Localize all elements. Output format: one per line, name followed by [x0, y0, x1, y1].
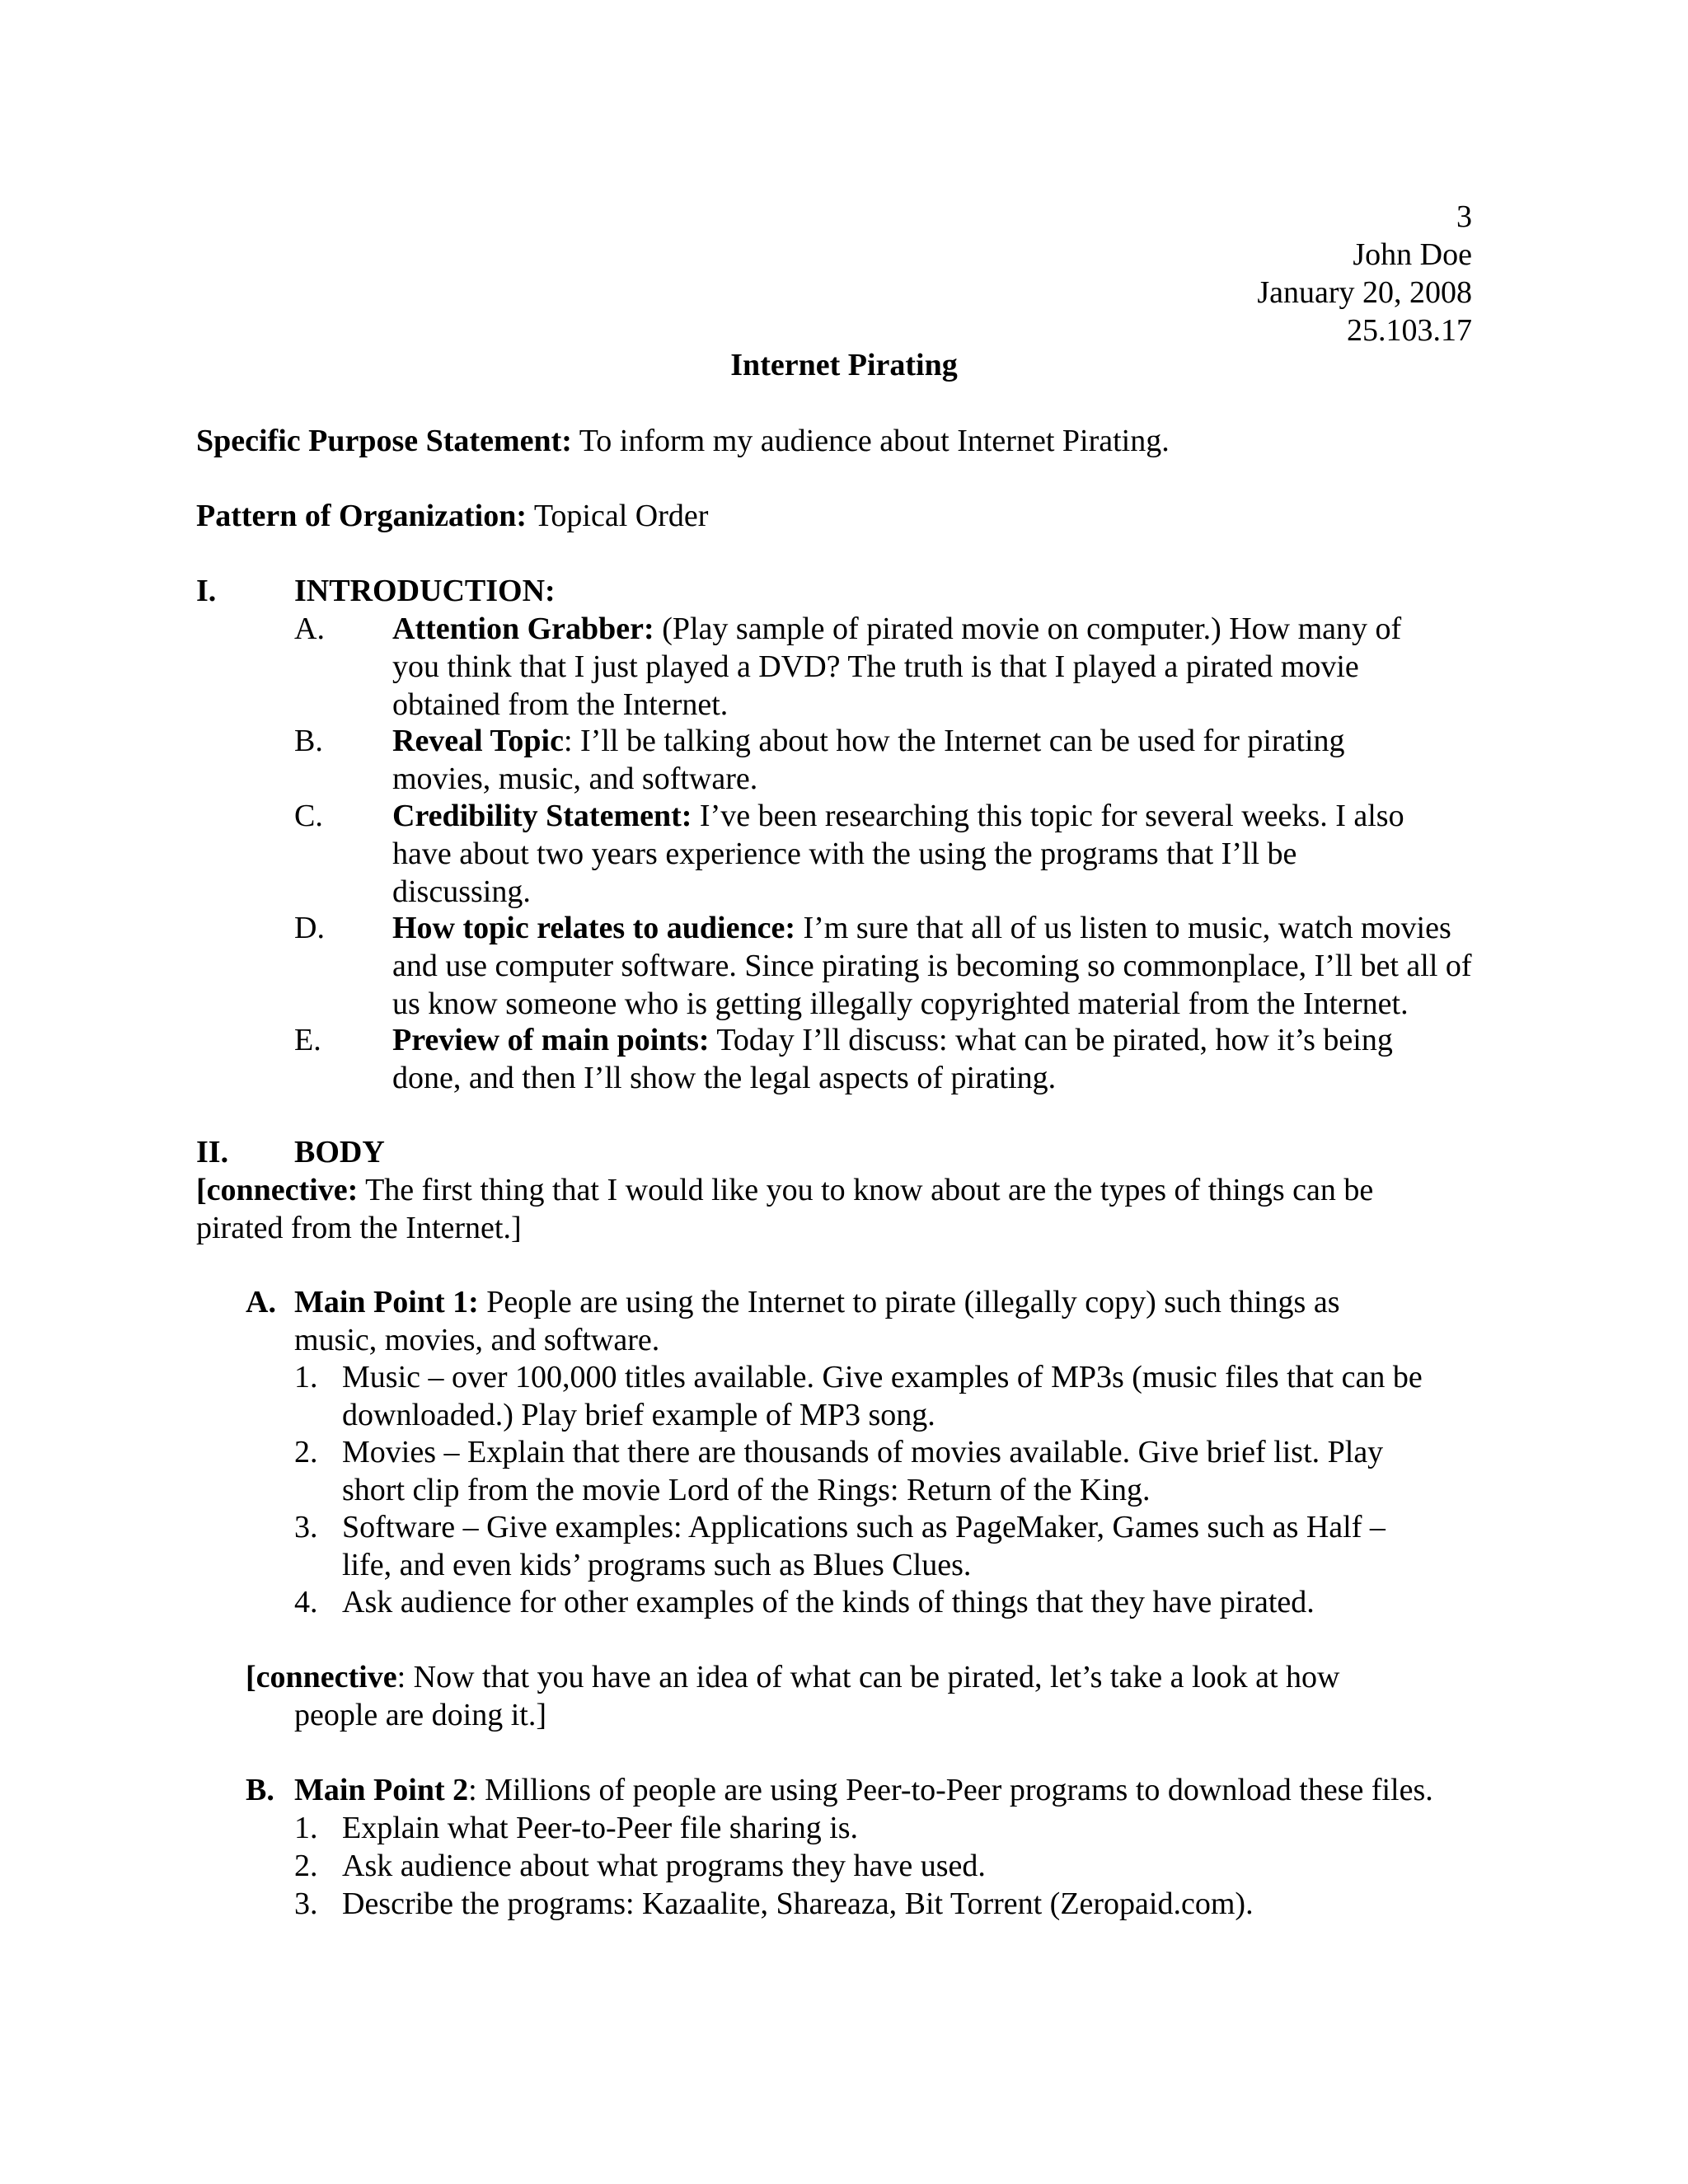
main-point-line: : Millions of people are using Peer-to-Peer programs to download these files. [468, 1773, 1433, 1807]
subpoint-line: Describe the programs: Kazaalite, Shareaza, Bit Torrent (Zeropaid.com). [342, 1886, 1254, 1921]
subpoint-number: 4. [294, 1585, 318, 1619]
intro-item-line: movies, music, and software. [392, 762, 758, 796]
pattern-label: Pattern of Organization: [196, 499, 528, 533]
main-point-label: Main Point 1: [294, 1285, 479, 1319]
subpoint-movies [342, 1433, 1529, 1509]
connective-label: [connective [246, 1660, 397, 1694]
connective-paragraph [196, 1171, 1465, 1247]
section-heading-intro: INTRODUCTION: [294, 574, 556, 608]
subpoint-music [342, 1358, 1529, 1434]
intro-item-letter: B. [294, 724, 323, 758]
intro-item-label: Preview of main points: [392, 1023, 710, 1057]
intro-item-line: us know someone who is getting illegally copyrighted material from the Internet. [392, 987, 1409, 1021]
main-point-1 [294, 1283, 1531, 1359]
section-heading-body: BODY [294, 1135, 385, 1169]
main-point-label: Main Point 2 [294, 1773, 469, 1807]
section-number-body: II. [196, 1135, 229, 1169]
intro-item-line: I’ve been researching this topic for several weeks. I also [692, 799, 1404, 833]
subpoint-line: short clip from the movie Lord of the Rings: Return of the King. [342, 1473, 1151, 1507]
intro-item-attention-grabber [392, 610, 1546, 724]
subpoint-line: downloaded.) Play brief example of MP3 song. [342, 1398, 935, 1432]
connective-line: : Now that you have an idea of what can be pirated, let’s take a look at how [396, 1660, 1340, 1694]
purpose-label: Specific Purpose Statement: [196, 424, 572, 458]
intro-item-letter: A. [294, 612, 325, 646]
purpose-text: To inform my audience about Internet Pirating. [571, 424, 1170, 458]
subpoint-line: Software – Give examples: Applications such as PageMaker, Games such as Half – [342, 1510, 1386, 1544]
main-point-letter: B. [246, 1773, 274, 1807]
intro-item-preview [392, 1021, 1546, 1097]
subpoint-ask-audience [342, 1583, 1529, 1621]
intro-item-label: Reveal Topic [392, 724, 564, 758]
subpoint-line: Ask audience for other examples of the kinds of things that they have pirated. [342, 1585, 1315, 1619]
subpoint-number: 1. [294, 1360, 318, 1394]
author-name: John Doe [1353, 237, 1472, 272]
subpoint-line: life, and even kids’ programs such as Blues Clues. [342, 1548, 972, 1582]
intro-item-credibility [392, 797, 1546, 911]
document-date: January 20, 2008 [1257, 275, 1472, 310]
subpoint-software [342, 1508, 1529, 1584]
connective-line: pirated from the Internet.] [196, 1211, 522, 1245]
subpoint-number: 3. [294, 1510, 318, 1544]
pattern-of-organization [196, 497, 708, 535]
intro-item-line: discussing. [392, 874, 531, 909]
course-code: 25.103.17 [1347, 313, 1472, 348]
page-number: 3 [1456, 199, 1472, 234]
subpoint-line: Music – over 100,000 titles available. Give examples of MP3s (music files that can be [342, 1360, 1423, 1394]
intro-item-letter: C. [294, 799, 323, 833]
purpose-statement [196, 422, 1170, 460]
intro-item-relates-to-audience [392, 909, 1546, 1023]
intro-item-line: obtained from the Internet. [392, 687, 729, 722]
page-title: Internet Pirating [730, 348, 958, 382]
intro-item-line: : I’ll be talking about how the Internet can be used for pirating [563, 724, 1345, 758]
subpoint-number: 3. [294, 1886, 318, 1921]
main-point-letter: A. [246, 1285, 276, 1319]
subpoint-line: Explain what Peer-to-Peer file sharing is. [342, 1811, 859, 1845]
intro-item-line: you think that I just played a DVD? The truth is that I played a pirated movie [392, 649, 1359, 684]
intro-item-label: Attention Grabber: [392, 612, 654, 646]
main-point-2 [294, 1771, 1531, 1809]
intro-item-line: I’m sure that all of us listen to music, watch movies [795, 911, 1451, 945]
subpoint-line: Ask audience about what programs they have used. [342, 1849, 986, 1883]
intro-item-line: Today I’ll discuss: what can be pirated, how it’s being [709, 1023, 1393, 1057]
intro-item-line: (Play sample of pirated movie on computer.) How many of [654, 612, 1402, 646]
subpoint-line: Movies – Explain that there are thousands of movies available. Give brief list. Play [342, 1435, 1384, 1469]
subpoint-number: 2. [294, 1849, 318, 1883]
connective-label: [connective: [196, 1173, 359, 1207]
intro-item-letter: E. [294, 1023, 321, 1057]
intro-item-line: and use computer software. Since pirating is becoming so commonplace, I’ll bet all of [392, 949, 1472, 983]
main-point-line: music, movies, and software. [294, 1323, 660, 1357]
intro-item-line: done, and then I’ll show the legal aspects of pirating. [392, 1061, 1057, 1095]
connective-line: people are doing it.] [294, 1698, 547, 1732]
connective-line: The first thing that I would like you to know about are the types of things can be [358, 1173, 1374, 1207]
section-number-intro: I. [196, 574, 217, 608]
intro-item-reveal-topic [392, 722, 1546, 798]
intro-item-label: How topic relates to audience: [392, 911, 795, 945]
pattern-text: Topical Order [527, 499, 709, 533]
main-point-line: People are using the Internet to pirate (illegally copy) such things as [478, 1285, 1340, 1319]
intro-item-line: have about two years experience with the using the programs that I’ll be [392, 837, 1297, 871]
intro-item-label: Credibility Statement: [392, 799, 692, 833]
subpoint-number: 2. [294, 1435, 318, 1469]
intro-item-letter: D. [294, 911, 325, 945]
subpoint-number: 1. [294, 1811, 318, 1845]
connective-paragraph-2 [246, 1658, 1482, 1696]
header-block [1257, 198, 1472, 349]
